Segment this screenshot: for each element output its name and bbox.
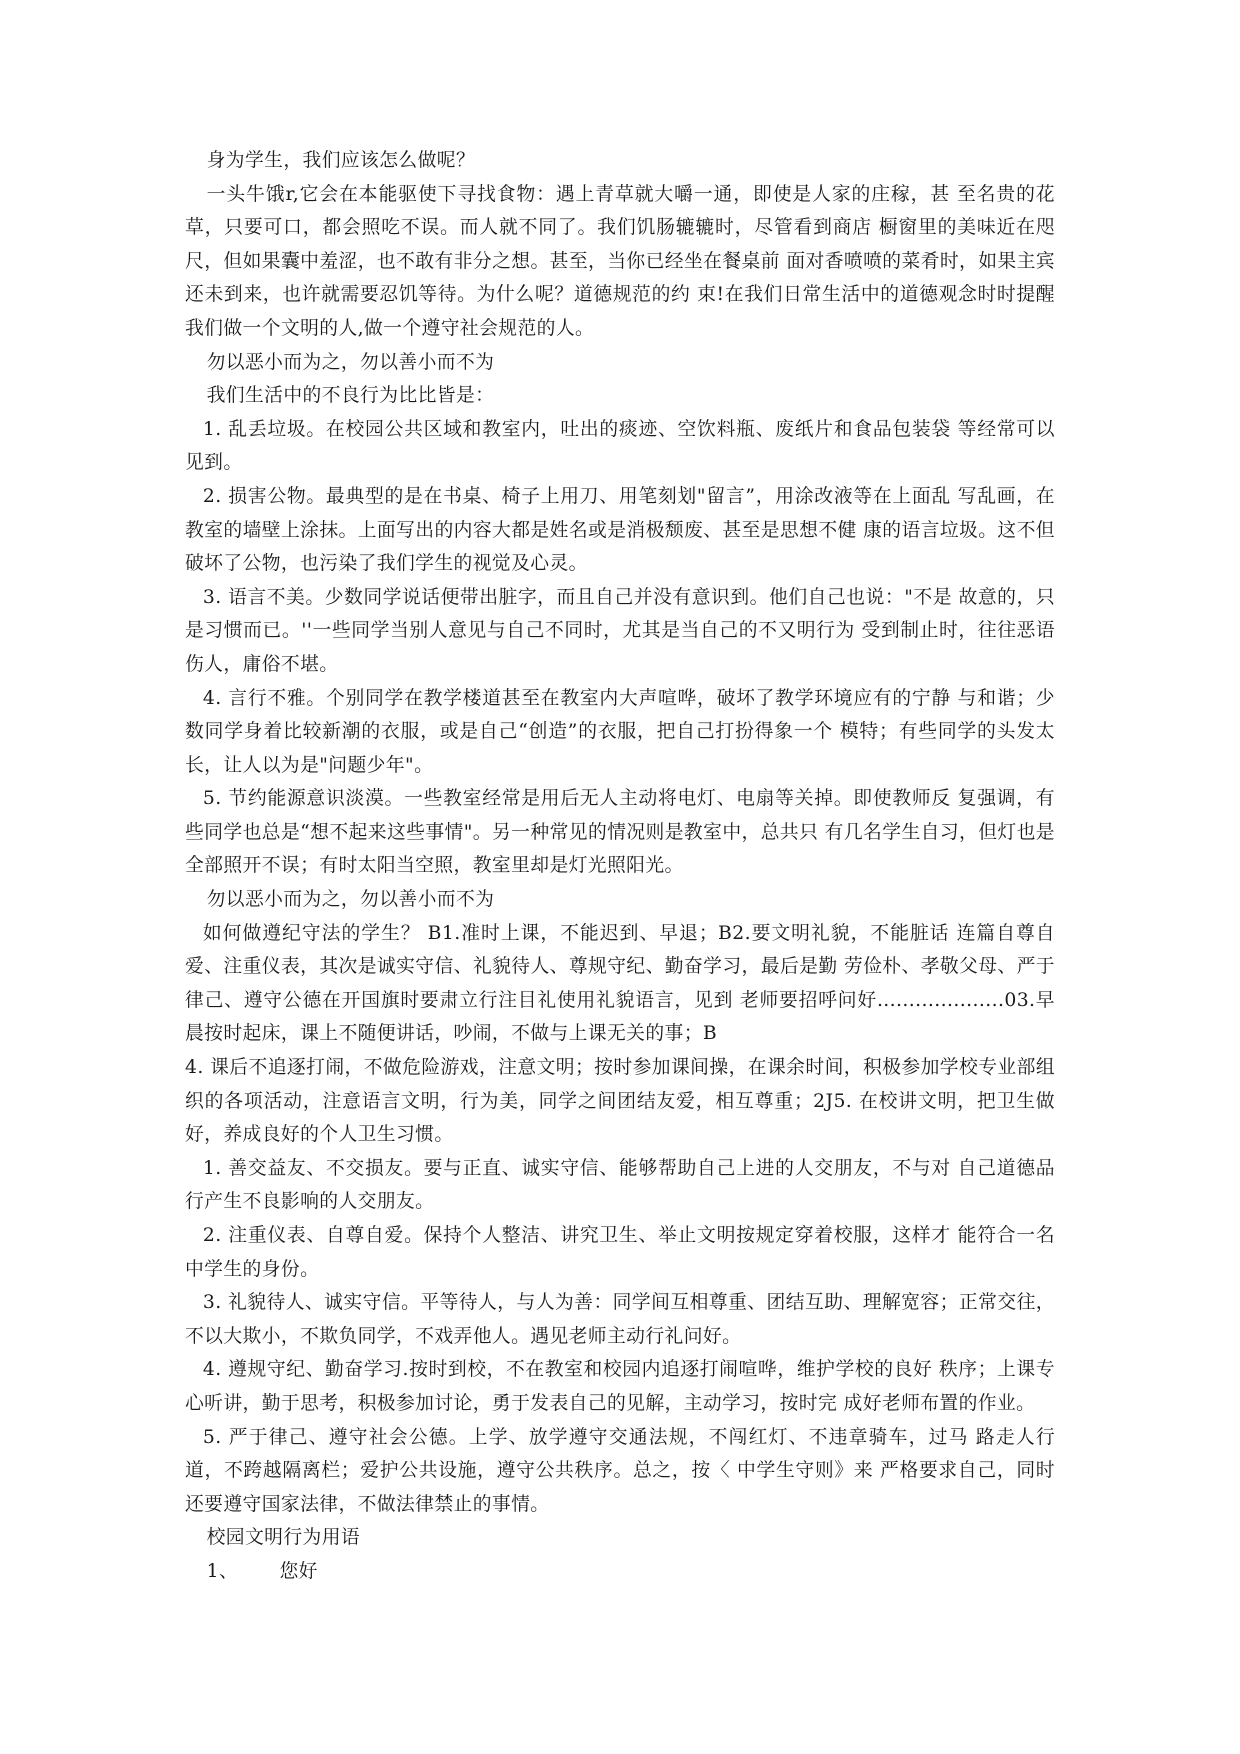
law-abiding-paragraph: 如何做遵纪守法的学生？ B1.准时上课，不能迟到、早退；B2.要文明礼貌，不能脏话 连篇自尊自爱、注重仪表，其次是诚实守信、礼貌待人、尊规守纪、勤奋学习，最后是勤 劳俭朴、孝敬父母、严于律己、遵守公德在开国旗时要肃立行注目礼使用礼貌语言，见到 老师要招呼问好....................03.早晨按时起床，课上不随便讲话，吵闹，不做与上课无关的事；B (185, 922, 1055, 1045)
document-page (185, 144, 1055, 1589)
polite-term-text: 您好 (279, 1560, 318, 1582)
good-behavior-item-1: 1. 善交益友、不交损友。要与正直、诚实守信、能够帮助自己上进的人交朋友，不与对 自己道德品行产生不良影响的人交朋友。 (185, 1157, 1055, 1213)
motto-heading-repeat: 勿以恶小而为之，勿以善小而不为 (206, 889, 495, 911)
intro-paragraph: 一头牛饿r,它会在本能驱使下寻找食物：遇上青草就大嚼一通，即使是人家的庄稼，甚 至名贵的花草，只要可口，都会照吃不误。而人就不同了。我们饥肠辘辘时，尽管看到商店 橱窗里的美味近在咫尺，但如果囊中羞涩，也不敢有非分之想。甚至，当你已经坐在餐桌前 面对香喷喷的菜肴时，如果主宾还未到来，也许就需要忍饥等待。为什么呢？道德规范的约 束!在我们日常生活中的道德观念时时提醒我们做一个文明的人,做一个遵守社会规范的人。 (185, 183, 1055, 339)
law-abiding-continued: 4. 课后不追逐打闹，不做危险游戏，注意文明；按时参加课间操，在课余时间，积极参加学校专业部组织的各项活动，注意语言文明，行为美，同学之间团结友爱，相互尊重；2J5. 在校讲文明，把卫生做好，养成良好的个人卫生习惯。 (185, 1057, 1055, 1146)
bad-behavior-item-3: 3. 语言不美。少数同学说话便带出脏字，而且自己并没有意识到。他们自己也说："不是 故意的，只是习惯而已。''一些同学当别人意见与自己不同时，尤其是当自己的不又明行为 受到制止时，往往恶语伤人，庸俗不堪。 (185, 586, 1055, 675)
bad-behavior-item-4: 4. 言行不雅。个别同学在教学楼道甚至在教室内大声喧哗，破坏了教学环境应有的宁静 与和谐；少数同学身着比较新潮的衣服，或是自己“创造”的衣服，把自己打扮得象一个 模特；有些同学的头发太长，让人以为是"问题少年"。 (185, 687, 1055, 776)
bad-behavior-item-1: 1. 乱丢垃圾。在校园公共区域和教室内，吐出的痰迹、空饮料瓶、废纸片和食品包装袋 等经常可以见到。 (185, 418, 1055, 474)
intro-question: 身为学生，我们应该怎么做呢？ (206, 150, 476, 171)
bad-behavior-item-5: 5. 节约能源意识淡漠。一些教室经常是用后无人主动将电灯、电扇等关掉。即使教师反 复强调，有些同学也总是“想不起来这些事情"。另一种常见的情况则是教室中，总共只 有几名学生自习，但灯也是全部照开不误；有时太阳当空照，教室里却是灯光照阳光。 (185, 788, 1055, 877)
polite-terms-heading: 校园文明行为用语 (206, 1527, 361, 1549)
polite-term-item-1 (185, 1555, 1055, 1589)
polite-term-number: 1、 (206, 1560, 239, 1582)
good-behavior-item-4: 4. 遵规守纪、勤奋学习.按时到校，不在教室和校园内追逐打闹喧哗，维护学校的良好 秩序；上课专心听讲，勤于思考，积极参加讨论，勇于发表自己的见解，主动学习，按时完 成好老师布置的作业。 (185, 1359, 1055, 1414)
motto-heading: 勿以恶小而为之，勿以善小而不为 (206, 351, 495, 373)
good-behavior-item-3: 3. 礼貌待人、诚实守信。平等待人，与人为善：同学间互相尊重、团结互助、理解宽容；正常交往，不以大欺小，不欺负同学，不戏弄他人。遇见老师主动行礼问好。 (185, 1292, 1055, 1347)
good-behavior-item-2: 2. 注重仪表、自尊自爱。保持个人整洁、讲究卫生、举止文明按规定穿着校服，这样才 能符合一名中学生的身份。 (185, 1225, 1055, 1280)
bad-behavior-item-2: 2. 损害公物。最典型的是在书桌、椅子上用刀、用笔刻划"留言”，用涂改液等在上面乱 写乱画，在教室的墙壁上涂抹。上面写出的内容大都是姓名或是消极颓废、甚至是思想不健 康的语言垃圾。这不但破坏了公物，也污染了我们学生的视觉及心灵。 (185, 485, 1055, 575)
good-behavior-item-5: 5. 严于律己、遵守社会公德。上学、放学遵守交通法规，不闯红灯、不违章骑车，过马 路走人行道，不跨越隔离栏；爱护公共设施，遵守公共秩序。总之，按〈 中学生守则》来 严格要求自己，同时还要遵守国家法律，不做法律禁止的事情。 (185, 1426, 1055, 1515)
bad-behaviors-intro: 我们生活中的不良行为比比皆是： (206, 385, 495, 407)
